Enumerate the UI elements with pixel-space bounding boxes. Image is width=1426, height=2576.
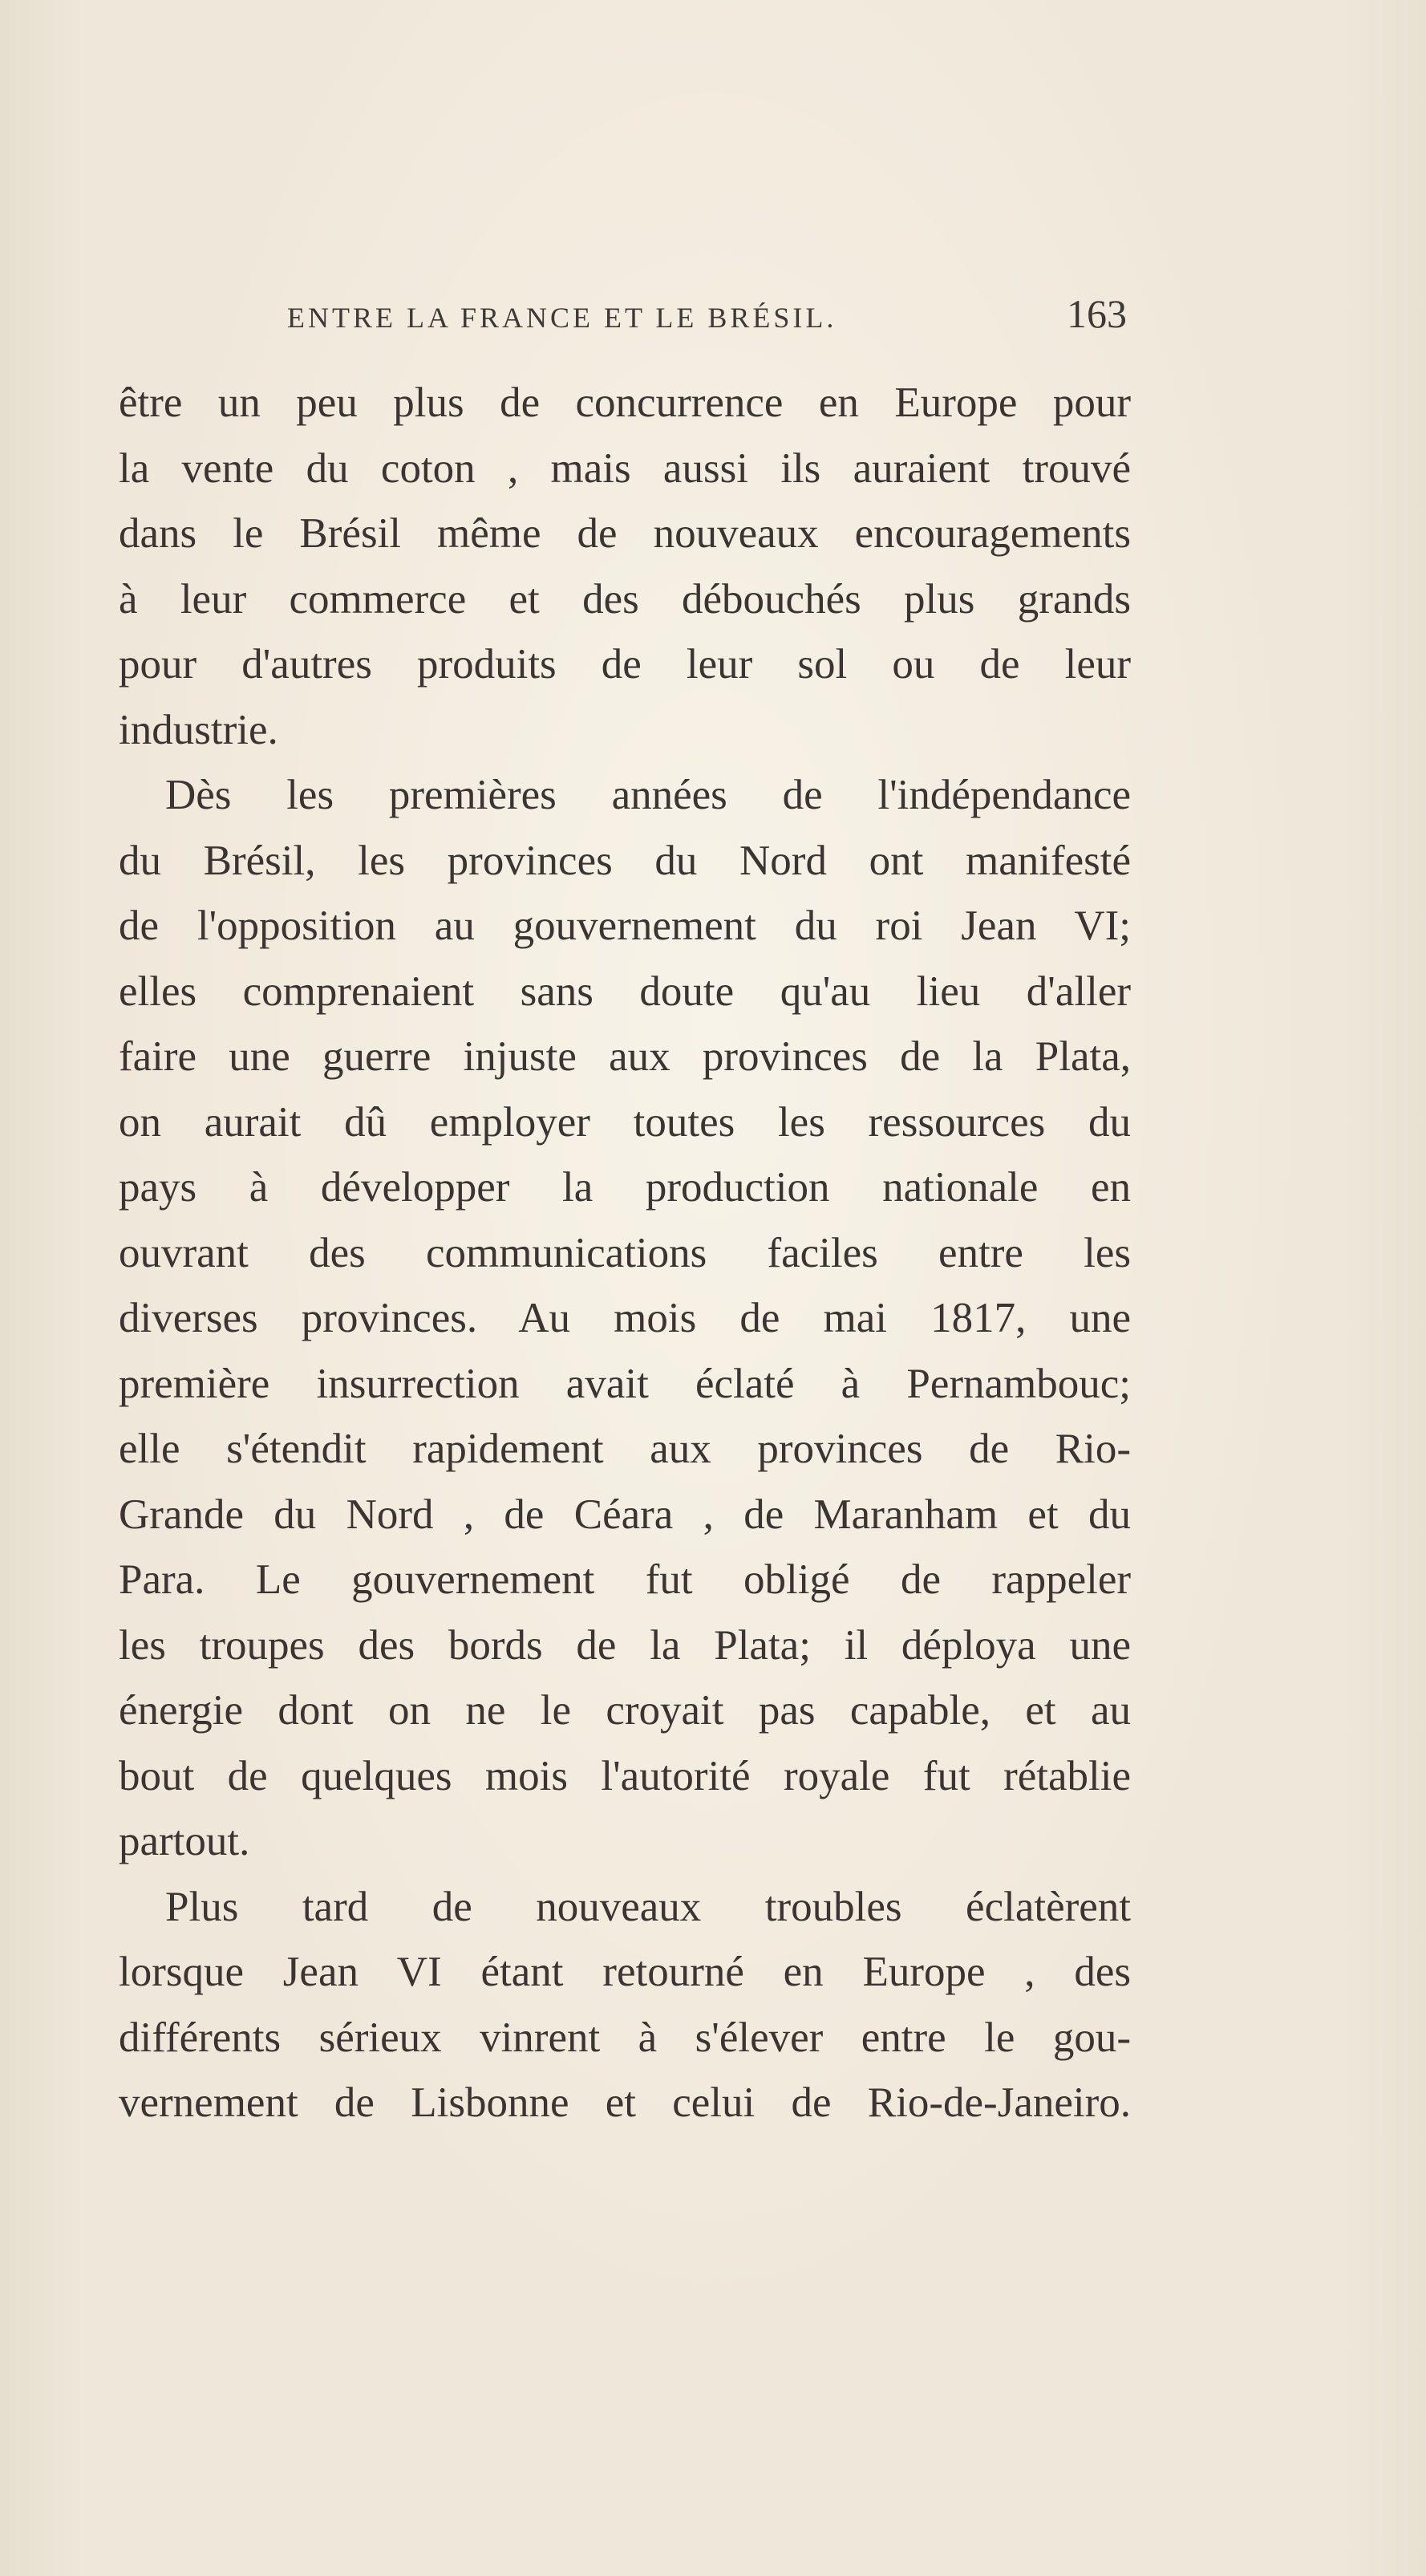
text-line: on aurait dû employer toutes les ressources du [119,1098,1131,1146]
text-line: Dès les premières années de l'indépendance [165,772,1131,818]
text-line: elles comprenaient sans doute qu'au lieu d'aller [119,968,1131,1015]
body-text [119,371,1131,2136]
text-line: bout de quelques mois l'autorité royale fut rétablie [119,1752,1131,1799]
text-line: Para. Le gouvernement fut obligé de rappeler [119,1556,1131,1603]
text-line: différents sérieux vinrent à s'élever entre le gou- [119,2014,1131,2061]
text-line: première insurrection avait éclaté à Pernambouc; [119,1360,1131,1407]
text-line: dans le Brésil même de nouveaux encouragements [119,510,1131,557]
text-line: énergie dont on ne le croyait pas capable, et au [119,1687,1131,1734]
text-line: Grande du Nord , de Céara , de Maranham et du [119,1491,1131,1538]
text-line: de l'opposition au gouvernement du roi Jean VI; [119,903,1131,949]
text-line: du Brésil, les provinces du Nord ont manifesté [119,837,1131,884]
text-line: à leur commerce et des débouchés plus grands [119,575,1131,623]
text-line: la vente du coton , mais aussi ils auraient trouvé [119,444,1131,492]
text-line: vernement de Lisbonne et celui de Rio-de-Janeiro. [119,2079,1131,2126]
running-title: ENTRE LA FRANCE ET LE BRÉSIL. [287,302,837,334]
text-line: ouvrant des communications faciles entre les [119,1229,1131,1276]
paragraph-3 [119,1875,1131,2136]
running-head [120,290,1127,347]
text-line: industrie. [119,706,278,753]
text-line: pays à développer la production nationale en [119,1164,1131,1211]
paragraph-1 [119,371,1131,763]
text-line: diverses provinces. Au mois de mai 1817, une [119,1295,1131,1341]
text-line: elle s'étendit rapidement aux provinces de Rio- [119,1426,1131,1472]
paragraph-2 [119,763,1131,1875]
text-line: lorsque Jean VI étant retourné en Europe , des [119,1949,1131,1995]
text-line: Plus tard de nouveaux troubles éclatèrent [165,1883,1131,1930]
text-line: pour d'autres produits de leur sol ou de leur [119,641,1131,688]
text-line: partout. [119,1818,250,1864]
page-number: 163 [1067,291,1127,336]
text-line: être un peu plus de concurrence en Europe pour [119,379,1131,426]
text-line: les troupes des bords de la Plata; il déploya une [119,1621,1131,1669]
text-line: faire une guerre injuste aux provinces de la Plata, [119,1033,1131,1080]
